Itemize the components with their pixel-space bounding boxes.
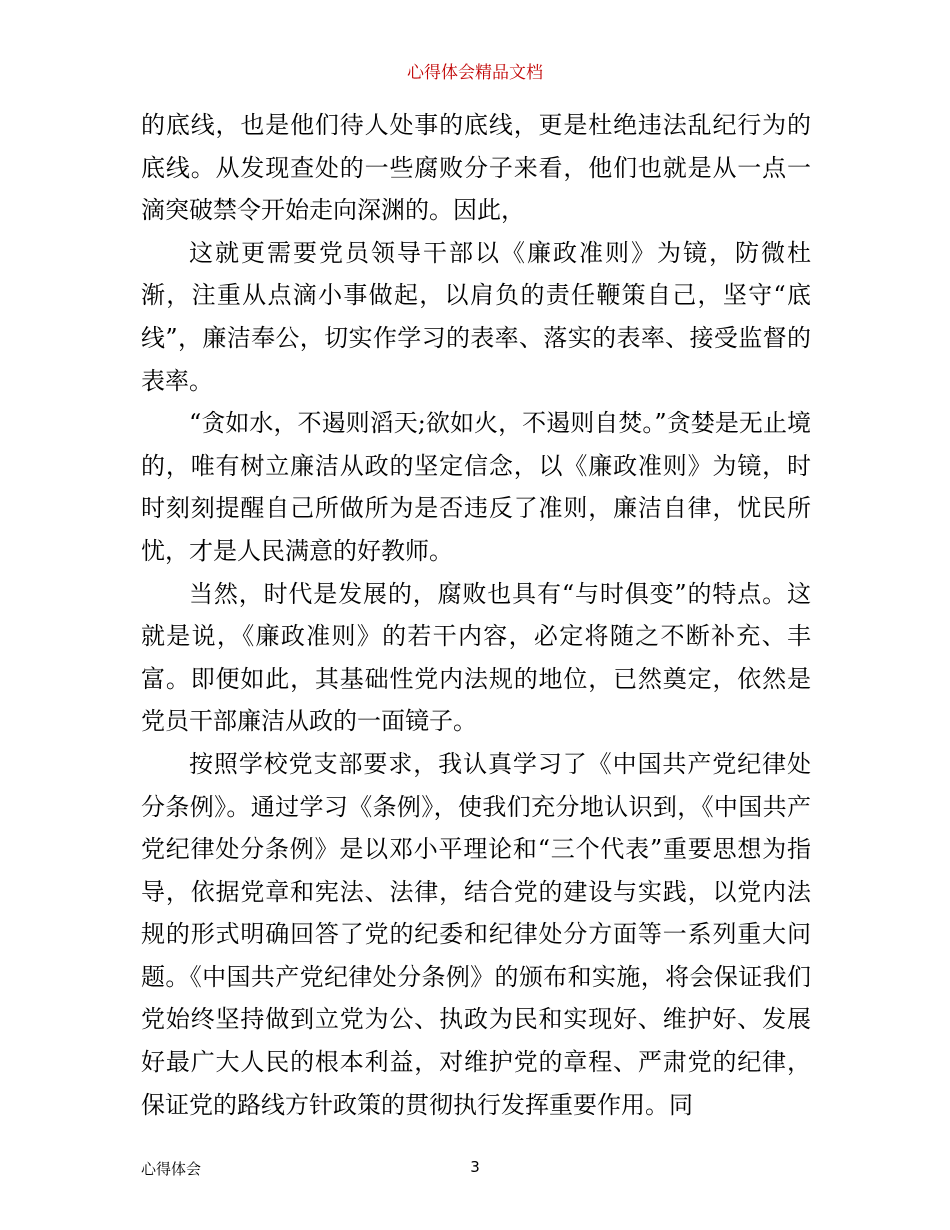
document-header-title: 心得体会精品文档 (407, 63, 543, 83)
document-body (141, 104, 811, 1126)
paragraph: 这就更需要党员领导干部以《廉政准则》为镜，防微杜渐，注重从点滴小事做起，以肩负的责任鞭策自己，坚守“底线”，廉洁奉公，切实作学习的表率、落实的表率、接受监督的表率。 (141, 238, 811, 395)
paragraph: “贪如水，不遏则滔天;欲如火，不遏则自焚。”贪婪是无止境的，唯有树立廉洁从政的坚定信念，以《廉政准则》为镜，时时刻刻提醒自己所做所为是否违反了准则，廉洁自律，忧民所忧，才是人民满意的好教师。 (141, 409, 811, 565)
paragraph-continuation: 的底线，也是他们待人处事的底线，更是杜绝违法乱纪行为的底线。从发现查处的一些腐败分子来看，他们也就是从一点一滴突破禁令开始走向深渊的。因此， (141, 111, 811, 225)
paragraph: 按照学校党支部要求，我认真学习了《中国共产党纪律处分条例》。通过学习《条例》，使我们充分地认识到，《中国共产党纪律处分条例》是以邓小平理论和“三个代表”重要思想为指导，依据党章和宪法、法律，结合党的建设与实践，以党内法规的形式明确回答了党的纪委和纪律处分方面等一系列重大问题。《中国共产党纪律处分条例》的颁布和实施，将会保证我们党始终坚持做到立党为公、执政为民和实现好、维护好、发展好最广大人民的根本利益，对维护党的章程、严肃党的纪律，保证党的路线方针政策的贯彻执行发挥重要作用。同 (141, 749, 811, 1119)
paragraph: 当然，时代是发展的，腐败也具有“与时俱变”的特点。这就是说，《廉政准则》的若干内容，必定将随之不断补充、丰富。即便如此，其基础性党内法规的地位，已然奠定，依然是党员干部廉洁从政的一面镜子。 (141, 579, 811, 736)
page-number: 3 (470, 1158, 480, 1176)
footer-label: 心得体会 (141, 1160, 202, 1178)
